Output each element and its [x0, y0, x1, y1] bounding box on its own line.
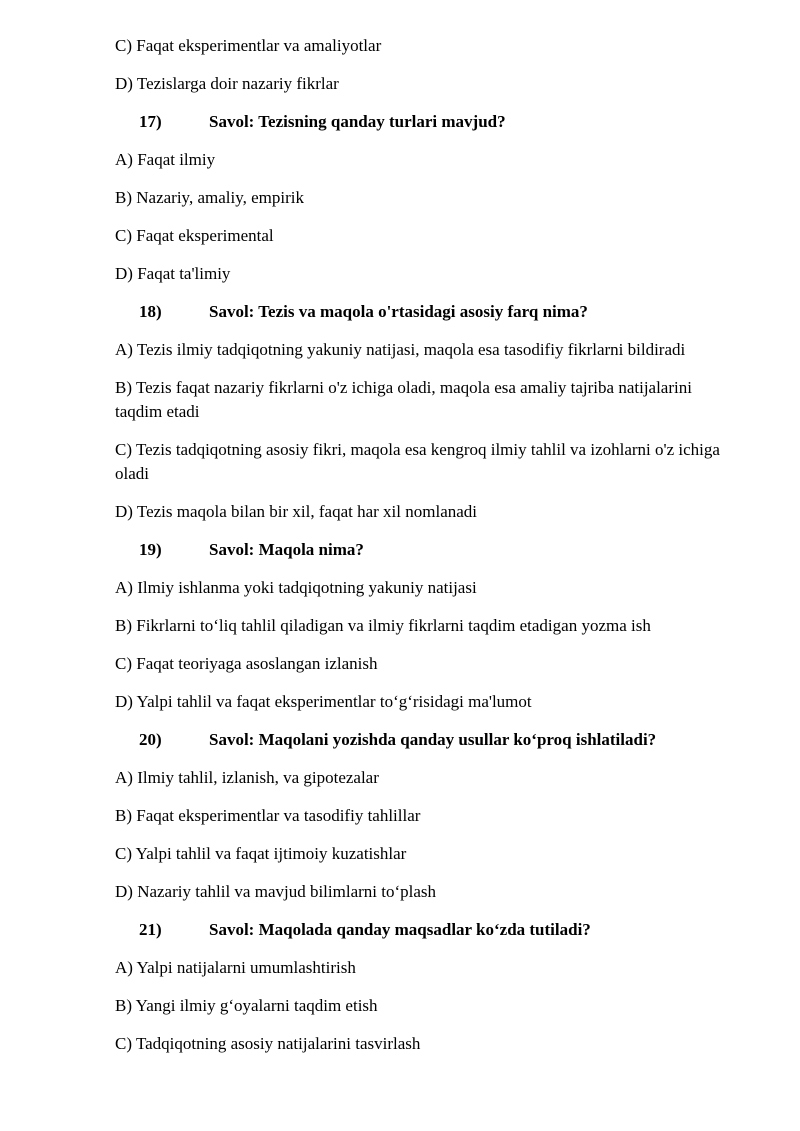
- option-a-q21: A) Yalpi natijalarni umumlashtirish: [115, 958, 356, 977]
- question-text: Savol: Maqola nima?: [209, 540, 364, 559]
- option-b-q21: B) Yangi ilmiy g‘oyalarni taqdim etish: [115, 996, 378, 1015]
- option-b-q18: B) Tezis faqat nazariy fikrlarni o'z ichiga oladi, maqola esa amaliy tajriba natijalarini taqdim etadi: [115, 378, 692, 421]
- option-c-q19: C) Faqat teoriyaga asoslangan izlanish: [115, 654, 378, 673]
- question-number: 17): [139, 112, 162, 131]
- option-c-q16: C) Faqat eksperimentlar va amaliyotlar: [115, 36, 382, 55]
- question-21-heading: [115, 918, 755, 942]
- question-number: 20): [139, 730, 162, 749]
- option-c-q17: C) Faqat eksperimental: [115, 226, 274, 245]
- option-a-q19: A) Ilmiy ishlanma yoki tadqiqotning yakuniy natijasi: [115, 578, 477, 597]
- option-d-q18: D) Tezis maqola bilan bir xil, faqat har xil nomlanadi: [115, 502, 478, 521]
- option-d-q19: D) Yalpi tahlil va faqat eksperimentlar to‘g‘risidagi ma'lumot: [115, 692, 532, 711]
- question-17-heading: [115, 110, 755, 134]
- question-19-heading: [115, 538, 755, 562]
- question-number: 21): [139, 920, 162, 939]
- option-d-q16: D) Tezislarga doir nazariy fikrlar: [115, 74, 339, 93]
- option-a-q17: A) Faqat ilmiy: [115, 150, 216, 169]
- option-c-q18: C) Tezis tadqiqotning asosiy fikri, maqola esa kengroq ilmiy tahlil va izohlarni o'z ichiga oladi: [115, 440, 720, 483]
- question-number: 18): [139, 302, 162, 321]
- document-page: [115, 34, 755, 1070]
- option-c-q20: C) Yalpi tahlil va faqat ijtimoiy kuzatishlar: [115, 844, 407, 863]
- question-text: Savol: Maqolada qanday maqsadlar ko‘zda tutiladi?: [209, 920, 591, 939]
- question-number: 19): [139, 540, 162, 559]
- option-d-q17: D) Faqat ta'limiy: [115, 264, 231, 283]
- option-b-q19: B) Fikrlarni to‘liq tahlil qiladigan va ilmiy fikrlarni taqdim etadigan yozma ish: [115, 616, 651, 635]
- question-text: Savol: Tezisning qanday turlari mavjud?: [209, 112, 506, 131]
- option-a-q18: A) Tezis ilmiy tadqiqotning yakuniy natijasi, maqola esa tasodifiy fikrlarni bildiradi: [115, 340, 686, 359]
- option-b-q17: B) Nazariy, amaliy, empirik: [115, 188, 304, 207]
- option-a-q20: A) Ilmiy tahlil, izlanish, va gipotezalar: [115, 768, 379, 787]
- option-c-q21: C) Tadqiqotning asosiy natijalarini tasvirlash: [115, 1034, 421, 1053]
- question-18-heading: [115, 300, 755, 324]
- option-d-q20: D) Nazariy tahlil va mavjud bilimlarni to‘plash: [115, 882, 437, 901]
- option-b-q20: B) Faqat eksperimentlar va tasodifiy tahlillar: [115, 806, 421, 825]
- question-text: Savol: Tezis va maqola o'rtasidagi asosiy farq nima?: [209, 302, 588, 321]
- question-text: Savol: Maqolani yozishda qanday usullar ko‘proq ishlatiladi?: [209, 730, 657, 749]
- question-20-heading: [115, 728, 755, 752]
